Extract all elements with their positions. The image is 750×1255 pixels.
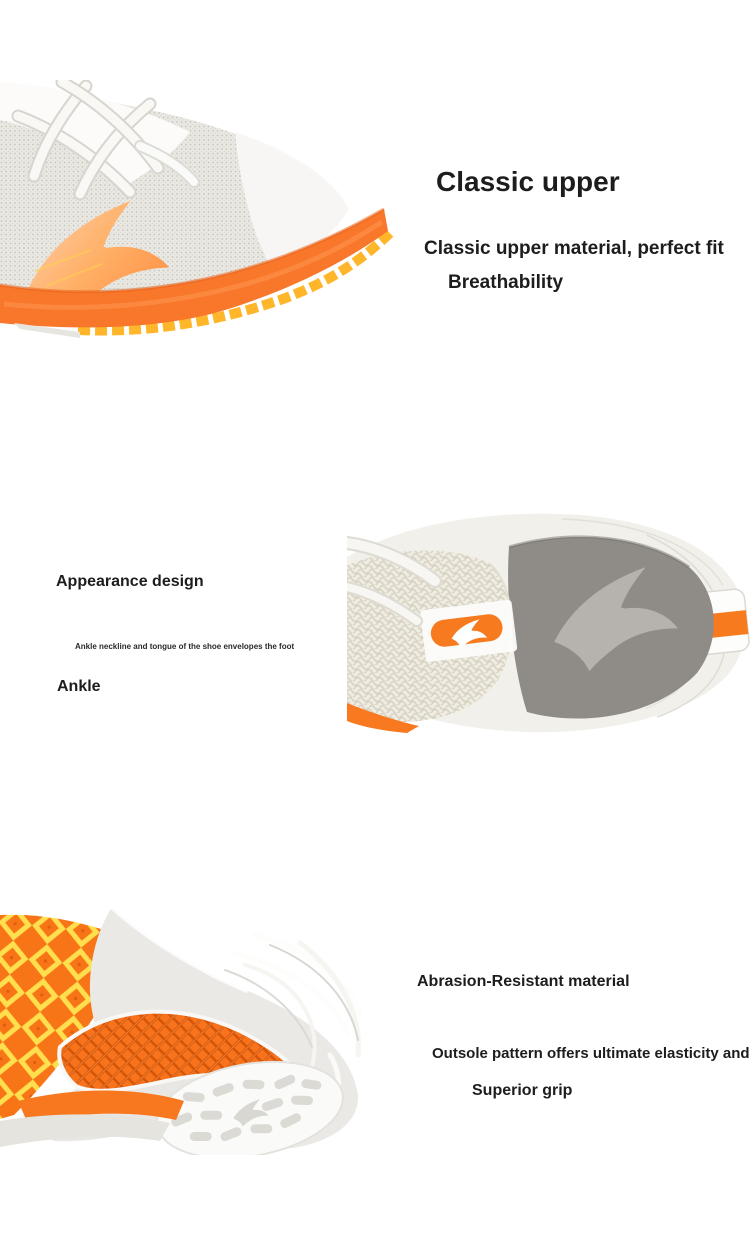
section-outsole (0, 900, 750, 1255)
appearance-subheading: Ankle (57, 678, 101, 695)
upper-side-streak (0, 1114, 170, 1147)
outsole-heading: Abrasion-Resistant material (417, 973, 630, 990)
appearance-heading: Appearance design (56, 573, 204, 590)
shoe-toe-closeup-photo (0, 80, 400, 360)
outsole-line2: Superior grip (472, 1082, 573, 1099)
section-appearance (0, 500, 750, 900)
classic-upper-line2: Breathability (448, 272, 564, 293)
tongue-brand-stripe (420, 599, 518, 662)
classic-upper-heading: Classic upper (436, 166, 620, 197)
outsole-line1: Outsole pattern offers ultimate elasticity and (432, 1045, 750, 1062)
section-classic-upper (0, 0, 750, 500)
classic-upper-line1: Classic upper material, perfect fit (424, 238, 724, 259)
appearance-note: Ankle neckline and tongue of the shoe envelopes the foot (75, 642, 295, 651)
shoe-top-view-photo (347, 505, 750, 740)
shoe-outsole-photo (0, 905, 400, 1155)
